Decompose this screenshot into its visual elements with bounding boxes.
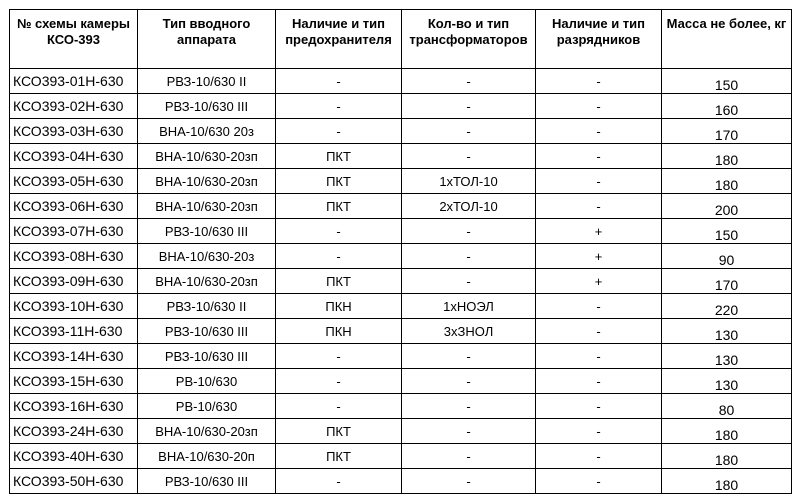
fuse-cell: ПКТ [276, 144, 402, 169]
fuse-cell: ПКТ [276, 419, 402, 444]
scheme-number-cell: КСО393-09Н-630 [10, 269, 138, 294]
input-device-cell: РВЗ-10/630 III [138, 94, 276, 119]
arresters-cell: - [536, 94, 662, 119]
input-device-cell: ВНА-10/630-20зп [138, 194, 276, 219]
arresters-cell: + [536, 219, 662, 244]
fuse-cell: ПКТ [276, 194, 402, 219]
scheme-number-cell: КСО393-05Н-630 [10, 169, 138, 194]
transformers-cell: 3хЗНОЛ [402, 319, 536, 344]
transformers-cell: - [402, 244, 536, 269]
mass-cell: 180 [662, 419, 792, 444]
input-device-cell: РВ-10/630 [138, 369, 276, 394]
table-row [10, 219, 792, 244]
fuse-cell: - [276, 219, 402, 244]
fuse-cell: ПКТ [276, 444, 402, 469]
input-device-cell: РВЗ-10/630 II [138, 294, 276, 319]
table-row [10, 144, 792, 169]
mass-cell: 150 [662, 219, 792, 244]
input-device-cell: ВНА-10/630-20зп [138, 419, 276, 444]
transformers-cell: - [402, 94, 536, 119]
scheme-number-cell: КСО393-02Н-630 [10, 94, 138, 119]
scheme-number-cell: КСО393-14Н-630 [10, 344, 138, 369]
header-mass: Масса не более, кг [662, 10, 792, 69]
transformers-cell: - [402, 119, 536, 144]
table-row [10, 119, 792, 144]
table-row [10, 94, 792, 119]
fuse-cell: - [276, 244, 402, 269]
scheme-number-cell: КСО393-50Н-630 [10, 469, 138, 494]
transformers-cell: - [402, 369, 536, 394]
input-device-cell: ВНА-10/630-20зп [138, 169, 276, 194]
arresters-cell: + [536, 269, 662, 294]
scheme-number-cell: КСО393-06Н-630 [10, 194, 138, 219]
mass-cell: 130 [662, 369, 792, 394]
fuse-cell: ПКТ [276, 169, 402, 194]
scheme-number-cell: КСО393-03Н-630 [10, 119, 138, 144]
table-row [10, 344, 792, 369]
input-device-cell: ВНА-10/630-20п [138, 444, 276, 469]
scheme-number-cell: КСО393-08Н-630 [10, 244, 138, 269]
table-row [10, 169, 792, 194]
fuse-cell: - [276, 119, 402, 144]
mass-cell: 90 [662, 244, 792, 269]
transformers-cell: - [402, 394, 536, 419]
input-device-cell: ВНА-10/630 20з [138, 119, 276, 144]
fuse-cell: ПКН [276, 294, 402, 319]
input-device-cell: РВЗ-10/630 III [138, 344, 276, 369]
mass-cell: 180 [662, 444, 792, 469]
table-row [10, 319, 792, 344]
fuse-cell: - [276, 344, 402, 369]
table-row [10, 444, 792, 469]
header-input-device-type: Тип вводного аппарата [138, 10, 276, 69]
transformers-cell: 1хТОЛ-10 [402, 169, 536, 194]
mass-cell: 80 [662, 394, 792, 419]
mass-cell: 170 [662, 119, 792, 144]
arresters-cell: - [536, 419, 662, 444]
mass-cell: 180 [662, 169, 792, 194]
mass-cell: 160 [662, 94, 792, 119]
arresters-cell: - [536, 169, 662, 194]
transformers-cell: - [402, 144, 536, 169]
table-row [10, 394, 792, 419]
scheme-number-cell: КСО393-40Н-630 [10, 444, 138, 469]
input-device-cell: ВНА-10/630-20зп [138, 269, 276, 294]
fuse-cell: ПКН [276, 319, 402, 344]
arresters-cell: - [536, 194, 662, 219]
mass-cell: 130 [662, 319, 792, 344]
transformers-cell: - [402, 269, 536, 294]
table-row [10, 294, 792, 319]
scheme-number-cell: КСО393-01Н-630 [10, 69, 138, 94]
camera-spec-table [9, 9, 792, 494]
transformers-cell: 2хТОЛ-10 [402, 194, 536, 219]
transformers-cell: 1хНОЭЛ [402, 294, 536, 319]
scheme-number-cell: КСО393-10Н-630 [10, 294, 138, 319]
transformers-cell: - [402, 69, 536, 94]
scheme-number-cell: КСО393-11Н-630 [10, 319, 138, 344]
table-row [10, 269, 792, 294]
transformers-cell: - [402, 219, 536, 244]
fuse-cell: ПКТ [276, 269, 402, 294]
table-header-row [10, 10, 792, 69]
arresters-cell: - [536, 369, 662, 394]
arresters-cell: + [536, 244, 662, 269]
input-device-cell: РВЗ-10/630 II [138, 69, 276, 94]
fuse-cell: - [276, 369, 402, 394]
header-scheme-number: № схемы камеры КСО-393 [10, 10, 138, 69]
input-device-cell: ВНА-10/630-20з [138, 244, 276, 269]
fuse-cell: - [276, 69, 402, 94]
scheme-number-cell: КСО393-16Н-630 [10, 394, 138, 419]
input-device-cell: РВЗ-10/630 III [138, 319, 276, 344]
input-device-cell: РВ-10/630 [138, 394, 276, 419]
arresters-cell: - [536, 319, 662, 344]
arresters-cell: - [536, 444, 662, 469]
table-row [10, 469, 792, 494]
arresters-cell: - [536, 344, 662, 369]
transformers-cell: - [402, 469, 536, 494]
scheme-number-cell: КСО393-07Н-630 [10, 219, 138, 244]
arresters-cell: - [536, 394, 662, 419]
header-transformers: Кол-во и тип трансформаторов [402, 10, 536, 69]
input-device-cell: РВЗ-10/630 III [138, 219, 276, 244]
table-row [10, 369, 792, 394]
arresters-cell: - [536, 469, 662, 494]
header-arresters: Наличие и тип разрядников [536, 10, 662, 69]
scheme-number-cell: КСО393-04Н-630 [10, 144, 138, 169]
transformers-cell: - [402, 444, 536, 469]
arresters-cell: - [536, 144, 662, 169]
header-fuse-type: Наличие и тип предохранителя [276, 10, 402, 69]
fuse-cell: - [276, 94, 402, 119]
table-row [10, 419, 792, 444]
mass-cell: 220 [662, 294, 792, 319]
transformers-cell: - [402, 344, 536, 369]
arresters-cell: - [536, 119, 662, 144]
table-row [10, 69, 792, 94]
fuse-cell: - [276, 469, 402, 494]
scheme-number-cell: КСО393-24Н-630 [10, 419, 138, 444]
scheme-number-cell: КСО393-15Н-630 [10, 369, 138, 394]
input-device-cell: ВНА-10/630-20зп [138, 144, 276, 169]
table-row [10, 194, 792, 219]
transformers-cell: - [402, 419, 536, 444]
mass-cell: 130 [662, 344, 792, 369]
mass-cell: 180 [662, 469, 792, 494]
mass-cell: 180 [662, 144, 792, 169]
arresters-cell: - [536, 69, 662, 94]
input-device-cell: РВЗ-10/630 III [138, 469, 276, 494]
arresters-cell: - [536, 294, 662, 319]
mass-cell: 150 [662, 69, 792, 94]
table-row [10, 244, 792, 269]
mass-cell: 200 [662, 194, 792, 219]
mass-cell: 170 [662, 269, 792, 294]
fuse-cell: - [276, 394, 402, 419]
